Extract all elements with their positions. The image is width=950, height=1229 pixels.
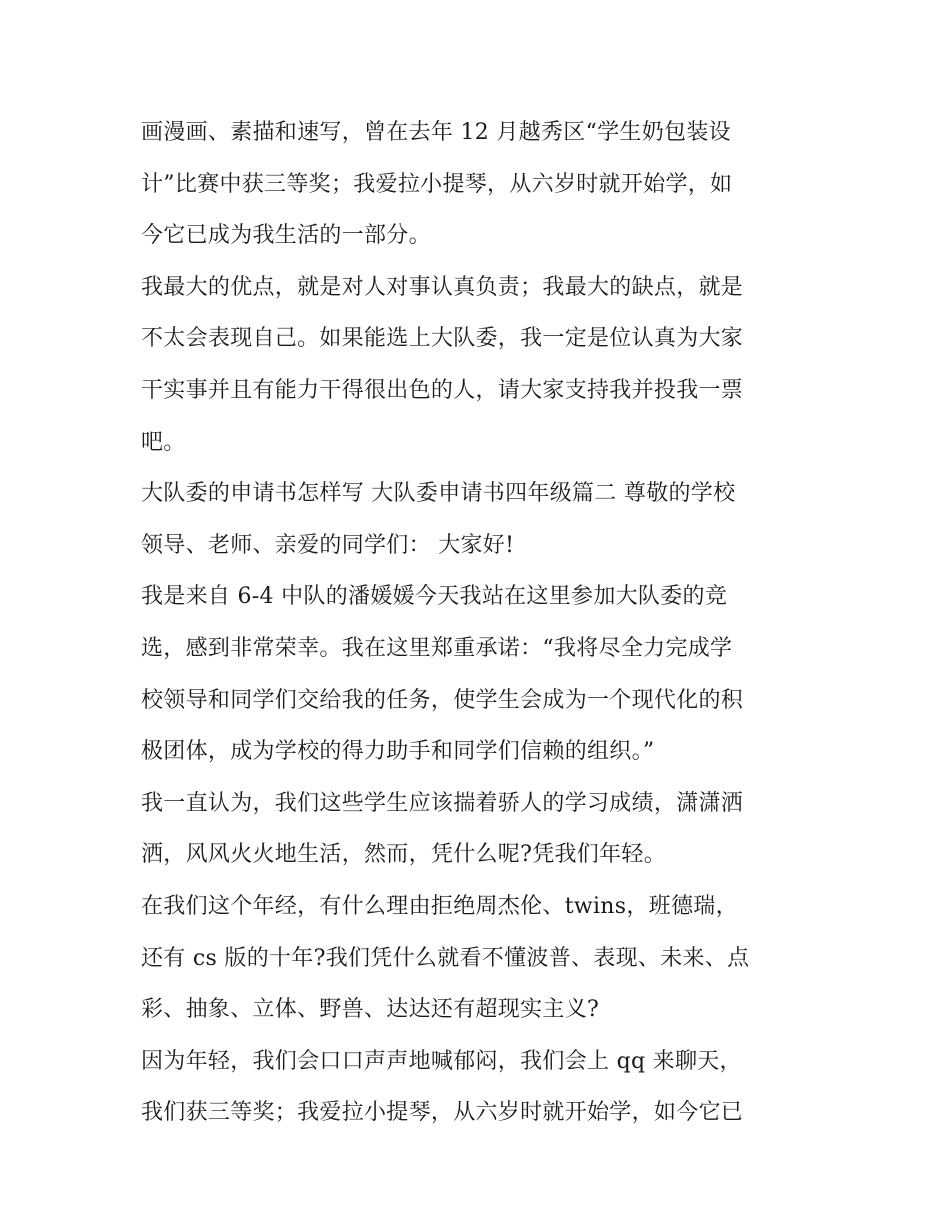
text-line: 极团体，成为学校的得力助手和同学们信赖的组织。” xyxy=(141,739,655,765)
body-text xyxy=(141,107,821,1139)
text-line: 我们获三等奖；我爱拉小提琴，从六岁时就开始学，如今它已 xyxy=(141,1100,744,1126)
text-line: 画漫画、素描和速写，曾在去年 12 月越秀区“学生奶包装设 xyxy=(141,120,731,145)
text-line: 洒，风风火火地生活，然而，凭什么呢?凭我们年轻。 xyxy=(141,842,666,868)
text-line: 彩、抽象、立体、野兽、达达还有超现实主义? xyxy=(141,997,600,1023)
text-line: 干实事并且有能力干得很出色的人，请大家支持我并投我一票 xyxy=(141,377,744,403)
text-line: 因为年轻，我们会口口声声地喊郁闷，我们会上 qq 来聊天， xyxy=(141,1048,742,1074)
text-line: 我一直认为，我们这些学生应该揣着骄人的学习成绩，潇潇洒 xyxy=(141,790,744,816)
text-line: 我最大的优点，就是对人对事认真负责；我最大的缺点，就是 xyxy=(141,274,744,300)
text-line: 领导、老师、亲爱的同学们： 大家好! xyxy=(141,532,515,558)
text-line: 选，感到非常荣幸。我在这里郑重承诺：“我将尽全力完成学 xyxy=(141,635,733,661)
text-line: 吧。 xyxy=(141,429,186,455)
text-line: 校领导和同学们交给我的任务，使学生会成为一个现代化的积 xyxy=(141,687,744,713)
text-line: 今它已成为我生活的一部分。 xyxy=(141,223,431,249)
text-line: 我是来自 6-4 中队的潘媛媛今天我站在这里参加大队委的竞 xyxy=(141,584,728,610)
text-line: 计”比赛中获三等奖；我爱拉小提琴，从六岁时就开始学，如 xyxy=(141,171,733,197)
text-line: 还有 cs 版的十年?我们凭什么就看不懂波普、表现、未来、点 xyxy=(141,945,750,971)
text-line: 大队委的申请书怎样写 大队委申请书四年级篇二 尊敬的学校 xyxy=(141,481,736,507)
text-line: 在我们这个年经，有什么理由拒绝周杰伦、twins，班德瑞， xyxy=(141,893,738,919)
text-line: 不太会表现自己。如果能选上大队委，我一定是位认真为大家 xyxy=(141,326,744,352)
